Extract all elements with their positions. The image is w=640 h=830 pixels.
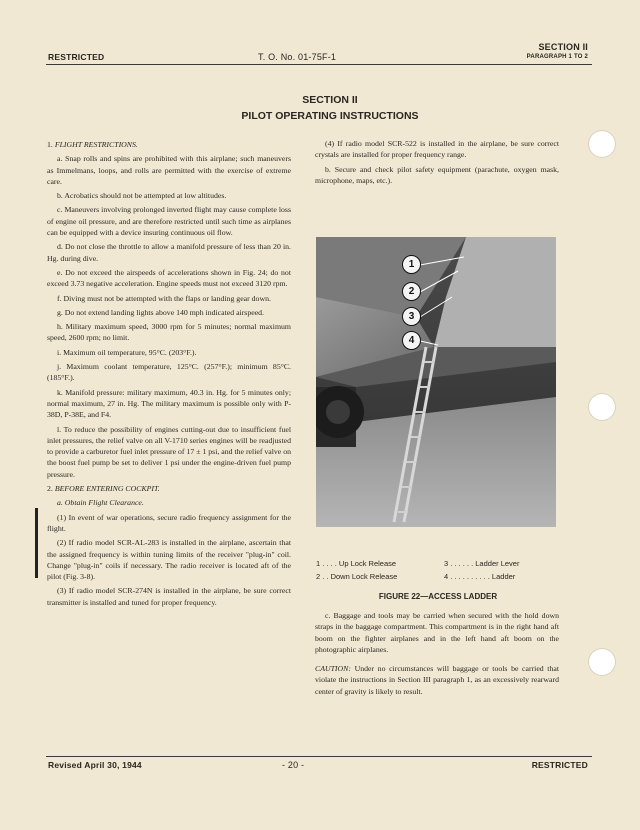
header-to-number: T. O. No. 01-75F-1	[258, 52, 337, 62]
section-number: SECTION II	[302, 94, 358, 106]
footer-page-number: - 20 -	[282, 760, 305, 770]
paragraph-2: (2) If radio model SCR-AL-283 is installed in the airplane, ascertain that the assigned frequency is within tuning limits of the receiver "plug-in" coil. Change "plug-in" coils if necessary. The radio receiver is located aft of the pilot (Fig. 3-8).	[47, 538, 291, 582]
callout-1: 1	[402, 255, 421, 274]
paragraph-3: (3) If radio model SCR-274N is installed in the airplane, be sure correct transmitter is installed and tuned for proper frequency.	[47, 586, 291, 607]
footer-classification: RESTRICTED	[531, 760, 588, 770]
section-title: PILOT OPERATING INSTRUCTIONS	[241, 110, 419, 122]
paragraph-1: (1) In event of war operations, secure radio frequency assignment for the flight.	[47, 512, 291, 533]
paragraph-f: f. Diving must not be attempted with the flaps or landing gear down.	[57, 293, 271, 303]
paragraph-h: h. Military maximum speed, 3000 rpm for 5 minutes; normal maximum speed, 2600 rpm; no limit.	[47, 322, 291, 343]
revision-bar	[35, 508, 38, 578]
legend-item-1: 1 . . . . Up Lock Release	[316, 559, 397, 568]
header-section: SECTION II	[538, 42, 588, 52]
paragraph-b: b. Acrobatics should not be attempted at low altitudes.	[57, 191, 227, 201]
heading-number: 2.	[47, 484, 53, 494]
right-column-top	[315, 138, 559, 189]
heading-text: FLIGHT RESTRICTIONS.	[54, 140, 138, 149]
heading-text: BEFORE ENTERING COCKPIT.	[54, 484, 160, 494]
header-paragraph-range: PARAGRAPH 1 TO 2	[526, 54, 588, 60]
paragraph-d: d. Do not close the throttle to allow a manifold pressure of less than 20 in. Hg. during dive.	[47, 242, 291, 263]
caution-label: CAUTION:	[315, 664, 351, 674]
paragraph-k: k. Manifold pressure: military maximum, 40.3 in. Hg. for 5 minutes only; normal maximum, 27 in. Hg. The military maximum is possible only with P-38D, P-38E, and F4.	[47, 387, 291, 420]
binder-hole-top	[588, 130, 616, 158]
paragraph-i: i. Maximum oil temperature, 95°C. (203°F.).	[57, 347, 197, 357]
heading-before-entering-cockpit	[47, 483, 291, 494]
subheading-text: a. Obtain Flight Clearance.	[57, 498, 144, 508]
paragraph-right-b: b. Secure and check pilot safety equipment (parachute, oxygen mask, microphone, maps, etc.).	[315, 164, 559, 185]
legend-item-3: 3 . . . . . . Ladder Lever	[444, 559, 520, 568]
right-column-bottom	[315, 610, 559, 700]
callout-3: 3	[402, 307, 421, 326]
caution-text: Under no circumstances will baggage or tools be carried that violate the instructions in Section III paragraph 1, as an excessively rearward center of gravity is likely to result.	[315, 664, 559, 696]
left-column	[47, 138, 291, 611]
legend-item-4: 4 . . . . . . . . . . Ladder	[444, 572, 516, 581]
photo-illustration	[316, 237, 556, 527]
callout-2: 2	[402, 282, 421, 301]
paragraph-g: g. Do not extend landing lights above 140 mph indicated airspeed.	[57, 307, 265, 317]
paragraph-4: (4) If radio model SCR-522 is installed in the airplane, be sure correct crystals are installed for proper frequency range.	[315, 139, 559, 160]
binder-hole-bottom	[588, 648, 616, 676]
access-ladder-photo	[316, 237, 556, 527]
heading-number: 1.	[47, 140, 53, 149]
figure-caption: FIGURE 22—ACCESS LADDER	[378, 592, 498, 601]
footer-revision-date: Revised April 30, 1944	[48, 760, 142, 770]
paragraph-l: l. To reduce the possibility of engines cutting-out due to insufficient fuel inlet pressures, the relief valve on all V-1710 series engines will be readjusted to provide a carburetor fuel inlet pressure of 17 ± 1 psi, and the relief valve on the boost fuel pump be set to deliver 1 psi under the engine-driven fuel pump pressure.	[47, 424, 291, 479]
caution-note	[315, 663, 559, 697]
paragraph-a: a. Snap rolls and spins are prohibited with this airplane; such maneuvers as Immelmans, loops, and rolls are permitted with the exercise of extreme care.	[47, 154, 291, 186]
callout-4: 4	[402, 331, 421, 350]
paragraph-e: e. Do not exceed the airspeeds of accelerations shown in Fig. 24; do not exceed 3.73 negative acceleration. Engine speeds must not exceed 3120 rpm.	[47, 267, 291, 289]
header-classification: RESTRICTED	[48, 52, 105, 62]
footer-rule	[46, 756, 592, 757]
legend-item-2: 2 . . Down Lock Release	[316, 572, 398, 581]
paragraph-c: c. Maneuvers involving prolonged inverted flight may cause complete loss of engine oil pressure, and are therefore restricted until such time as airplanes can be equipped with a device insuring continuous oil flow.	[47, 205, 291, 238]
paragraph-j: j. Maximum coolant temperature, 125°C. (257°F.); minimum 85°C. (185°F.).	[47, 362, 291, 383]
paragraph-right-c: c. Baggage and tools may be carried when secured with the hold down straps in the baggage compartment. This compartment is in the right hand aft boom on the fighter airplanes and in the left hand aft boom on the photographic airplanes.	[315, 611, 559, 654]
subheading-flight-clearance	[47, 497, 291, 508]
heading-flight-restrictions	[47, 139, 291, 150]
binder-hole-middle	[588, 393, 616, 421]
header-rule	[46, 64, 592, 65]
